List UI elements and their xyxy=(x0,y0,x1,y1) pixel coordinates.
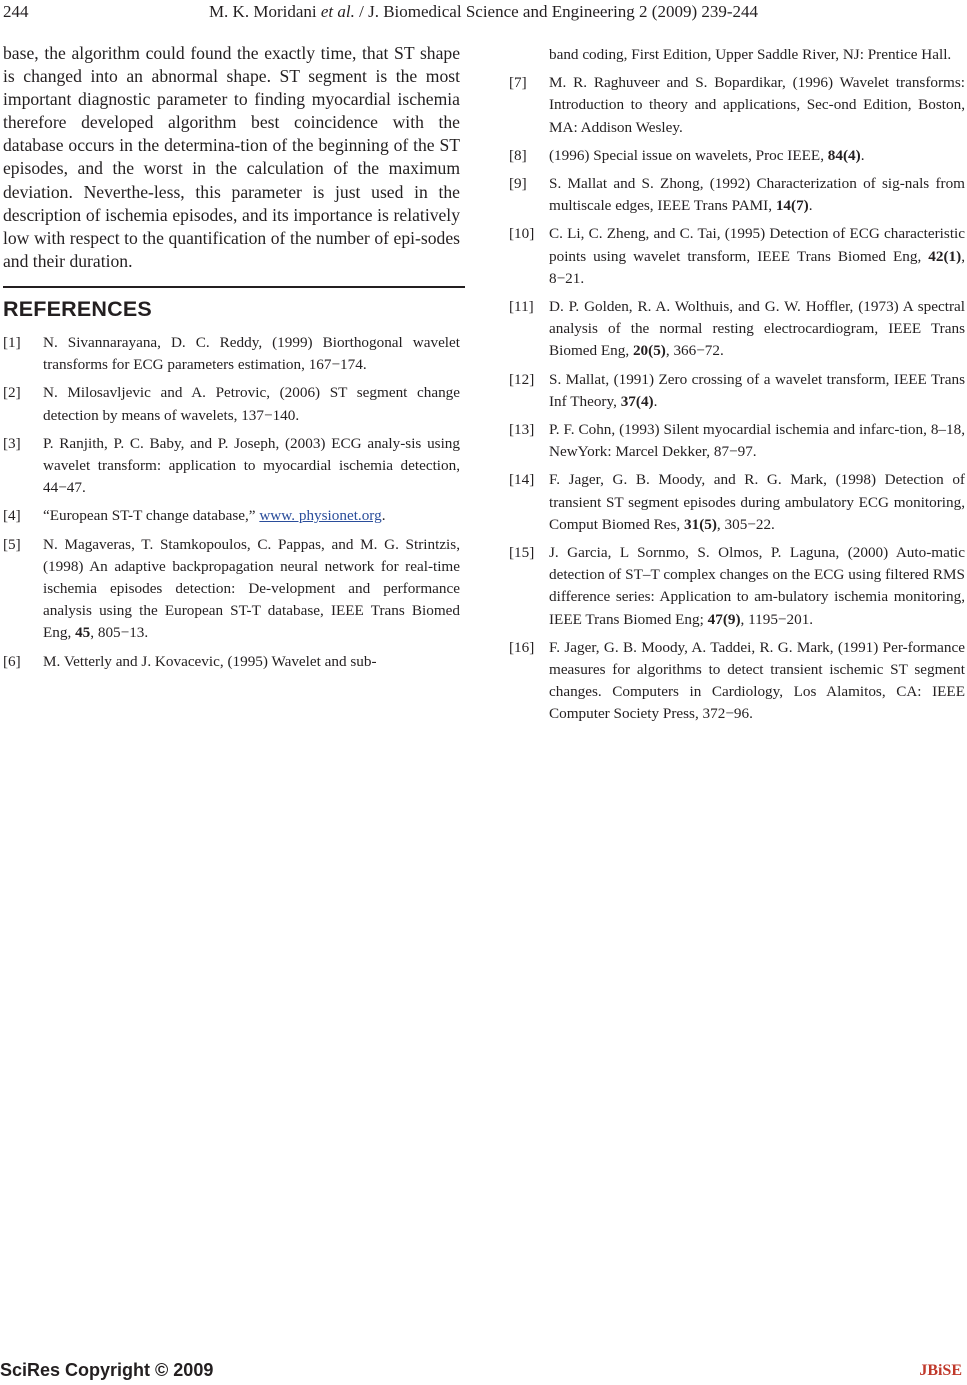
reference-number: [2] xyxy=(3,384,21,402)
reference-body: S. Mallat, (1991) Zero crossing of a wavelet transform, IEEE Trans Inf Theory, xyxy=(549,370,965,410)
journal-logo: JBiSE xyxy=(919,1362,962,1379)
reference-tail: . xyxy=(860,146,865,164)
reference-number: [8] xyxy=(509,146,527,164)
running-head xyxy=(0,0,967,24)
reference-number: [10] xyxy=(509,225,535,243)
reference-text xyxy=(549,145,965,167)
reference-body: N. Magaveras, T. Stamkopoulos, C. Pappas, and M. G. Strintzis, (1998) An adaptive backpropagation neural network for real-time ischemia episodes detection: De-velopment and performance analysis using the European ST-T database, IEEE Trans Biomed Eng, xyxy=(43,535,460,642)
left-column xyxy=(3,42,460,679)
reference-volume: 37(4) xyxy=(620,392,654,410)
reference-text: M. R. Raghuveer and S. Bopardikar, (1996) Wavelet transforms: Introduction to theory and applications, Sec-ond Edition, Boston, MA: Addison Wesley. xyxy=(549,74,965,136)
reference-text xyxy=(549,369,965,413)
copyright-notice: SciRes Copyright © 2009 xyxy=(0,1360,214,1380)
reference-body: C. Li, C. Zheng, and C. Tai, (1995) Detection of ECG characteristic points using wavelet transform, IEEE Trans Biomed Eng, xyxy=(549,225,965,265)
reference-text: P. F. Cohn, (1993) Silent myocardial ischemia and infarc-tion, 8–18, NewYork: Marcel Dekker, 87−97. xyxy=(549,421,965,461)
reference-14 xyxy=(509,469,965,536)
reference-body: D. P. Golden, R. A. Wolthuis, and G. W. Hoffler, (1973) A spectral analysis of the normal resting electrocardiogram, IEEE Trans Biomed Eng, xyxy=(549,298,965,360)
reference-tail: , 1195−201. xyxy=(740,610,814,628)
page-number: 244 xyxy=(3,2,29,21)
references-heading: REFERENCES xyxy=(3,296,152,321)
reference-body: J. Garcia, L Sornmo, S. Olmos, P. Laguna, (2000) Auto-matic detection of ST–T complex changes on the ECG using filtered RMS difference series: Application to am-bulatory ischemia monitoring, IEEE Trans Biomed Eng; xyxy=(549,544,965,628)
reference-9 xyxy=(509,173,965,217)
reference-16 xyxy=(509,637,965,726)
reference-tail: . xyxy=(653,392,658,410)
reference-volume: 14(7) xyxy=(775,197,809,215)
reference-13 xyxy=(509,419,965,463)
reference-body: F. Jager, G. B. Moody, and R. G. Mark, (1998) Detection of transient ST segment episodes during ambulatory ECG monitoring, Comput Biomed Res, xyxy=(549,471,965,533)
running-head-authors: M. K. Moridani xyxy=(208,2,321,21)
reference-text xyxy=(43,505,460,527)
reference-3 xyxy=(3,433,460,500)
reference-volume: 31(5) xyxy=(684,515,717,533)
reference-6-continued xyxy=(549,44,965,66)
reference-number: [7] xyxy=(509,74,527,92)
reference-15 xyxy=(509,542,965,631)
body-paragraph: base, the algorithm could found the exactly time, that ST shape is changed into an abnormal shape. ST segment is the most important diagnostic parameter to finding myocardial ischemia therefore developed algorithm best coincidence with the database occurs in the determina-tion of the beginning of the ST episodes, and the worst in the calculation of the maximum deviation. Neverthe-less, this parameter is just used in the description of ischemia episodes, and its importance is relatively low with respect to the quantification of the number of epi-sodes and their duration. xyxy=(3,43,460,271)
reference-10 xyxy=(509,223,965,290)
reference-body: S. Mallat and S. Zhong, (1992) Characterization of sig-nals from multiscale edges, IEEE Trans PAMI, xyxy=(549,175,965,215)
section-divider xyxy=(3,286,465,288)
reference-tail: , 366−72. xyxy=(665,342,724,360)
reference-volume: 42(1) xyxy=(928,247,962,265)
reference-text: P. Ranjith, P. C. Baby, and P. Joseph, (2003) ECG analy-sis using wavelet transform: application to myocardial ischemia detection, 44−47. xyxy=(43,434,460,497)
reference-tail: , 805−13. xyxy=(90,624,149,642)
reference-5 xyxy=(3,534,460,645)
reference-number: [11] xyxy=(509,298,534,316)
physionet-link[interactable]: www. physionet.org xyxy=(259,507,382,525)
reference-number: [9] xyxy=(509,175,527,193)
reference-text xyxy=(549,542,965,631)
reference-tail: . xyxy=(808,197,813,215)
reference-volume: 45 xyxy=(75,624,91,642)
reference-number: [4] xyxy=(3,507,21,525)
reference-tail: , 8−21. xyxy=(549,247,965,287)
running-head-journal: / J. Biomedical Science and Engineering 2 (2009) 239-244 xyxy=(354,2,759,21)
reference-text xyxy=(549,296,965,363)
reference-text: F. Jager, G. B. Moody, A. Taddei, R. G. Mark, (1991) Per-formance measures for algorithms to detect transient ischemic ST segment changes. Computers in Cardiology, Los Alamitos, CA: IEEE Computer Society Press, 372−96. xyxy=(549,638,965,723)
reference-number: [5] xyxy=(3,535,21,553)
reference-text: band coding, First Edition, Upper Saddle River, NJ: Prentice Hall. xyxy=(549,46,952,63)
reference-6 xyxy=(3,651,460,673)
reference-7 xyxy=(509,72,965,139)
reference-tail: . xyxy=(381,507,386,525)
reference-8 xyxy=(509,145,965,167)
reference-text xyxy=(549,223,965,290)
reference-4 xyxy=(3,505,460,527)
reference-text xyxy=(549,469,965,536)
reference-12 xyxy=(509,369,965,413)
reference-volume: 84(4) xyxy=(827,146,861,164)
reference-text: N. Milosavljevic and A. Petrovic, (2006) ST segment change detection by means of wavelets, 137−140. xyxy=(43,384,460,424)
reference-11 xyxy=(509,296,965,363)
reference-number: [12] xyxy=(509,370,535,388)
reference-number: [13] xyxy=(509,421,535,439)
reference-volume: 47(9) xyxy=(707,610,741,628)
running-head-etal: et al. xyxy=(320,2,355,21)
reference-text: N. Sivannarayana, D. C. Reddy, (1999) Biorthogonal wavelet transforms for ECG parameters estimation, 167−174. xyxy=(43,333,460,374)
reference-body: (1996) Special issue on wavelets, Proc IEEE, xyxy=(549,146,828,164)
reference-number: [15] xyxy=(509,544,535,562)
reference-text xyxy=(43,534,460,645)
reference-number: [3] xyxy=(3,434,21,452)
reference-number: [6] xyxy=(3,652,21,670)
reference-1 xyxy=(3,332,460,376)
reference-volume: 20(5) xyxy=(632,342,666,360)
reference-body: “European ST-T change database,” xyxy=(43,507,260,525)
running-header xyxy=(0,0,967,24)
reference-number: [1] xyxy=(3,333,21,351)
reference-number: [14] xyxy=(509,471,535,489)
reference-text: M. Vetterly and J. Kovacevic, (1995) Wavelet and sub- xyxy=(43,652,377,670)
reference-2 xyxy=(3,382,460,426)
right-column xyxy=(509,44,965,732)
page-footer xyxy=(0,1358,967,1385)
reference-number: [16] xyxy=(509,638,535,656)
reference-tail: , 305−22. xyxy=(716,515,775,533)
reference-text xyxy=(549,173,965,217)
